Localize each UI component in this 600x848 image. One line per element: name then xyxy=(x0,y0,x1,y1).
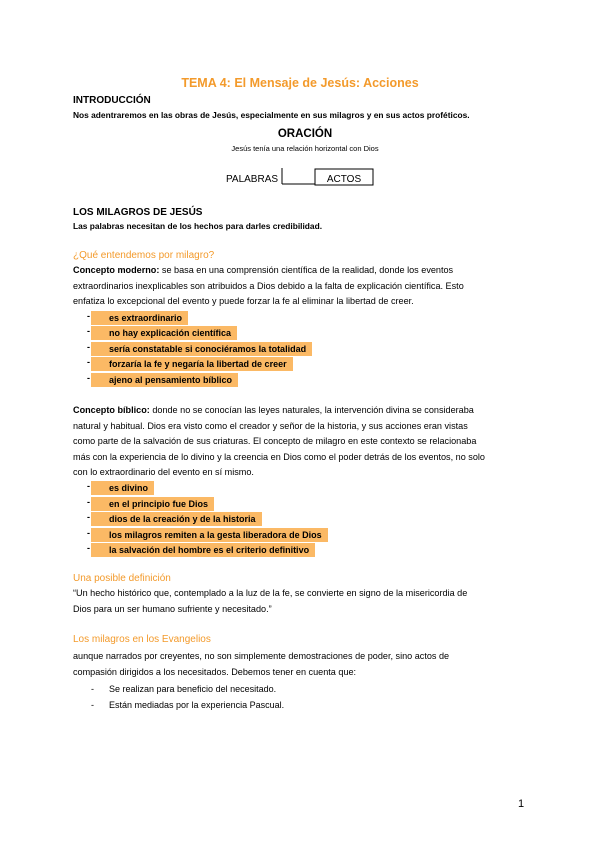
biblico-line: más con la experiencia de lo divino y la creencia en Dios como el poder detrás de los eventos, no solo xyxy=(73,451,485,462)
moderno-line: se basa en una comprensión científica de la realidad, donde los eventos xyxy=(159,265,454,275)
diagram-subtitle: Jesús tenía una relación horizontal con Dios xyxy=(231,144,379,153)
moderno-line: extraordinarios inexplicables son atribuidos a Dios debido a la falta de explicación científica. Esto xyxy=(73,280,464,291)
concepto-moderno-paragraph xyxy=(73,263,543,310)
page-title: TEMA 4: El Mensaje de Jesús: Acciones xyxy=(181,76,419,90)
biblico-line: donde no se conocían las leyes naturales, la intervención divina se consideraba xyxy=(149,405,474,415)
intro-text: Nos adentraremos en las obras de Jesús, especialmente en sus milagros y en sus actos proféticos. xyxy=(73,110,470,120)
concepto-moderno-label: Concepto moderno: xyxy=(73,265,160,275)
section-heading-que-entendemos: ¿Qué entendemos por milagro? xyxy=(73,250,215,261)
diagram-right-label: ACTOS xyxy=(326,174,362,185)
evangelios-line: compasión dirigidos a los necesitados. Debemos tener en cuenta que: xyxy=(73,666,357,677)
evangelios-paragraph xyxy=(73,649,553,680)
evangelios-line: aunque narrados por creyentes, no son simplemente demostraciones de poder, sino actos de xyxy=(73,651,450,661)
intro-heading: INTRODUCCIÓN xyxy=(73,95,151,106)
section-heading-definicion: Una posible definición xyxy=(73,573,171,584)
section-heading-evangelios: Los milagros en los Evangelios xyxy=(73,634,211,645)
moderno-line: enfatiza lo excepcional del evento y puede forzar la fe al eliminar la libertad de creer. xyxy=(73,296,414,306)
concepto-biblico-label: Concepto bíblico: xyxy=(73,405,150,415)
milagros-text: Las palabras necesitan de los hechos para darles credibilidad. xyxy=(73,221,323,231)
definicion-line: Dios para un ser humano sufriente y necesitado.” xyxy=(73,603,272,614)
biblico-line: como parte de la salvación de sus criaturas. El concepto de milagro en este contexto se relacionaba xyxy=(73,436,477,446)
biblico-line: natural y habitual. Dios era visto como el creador y señor de la historia, y sus acciones eran vistas xyxy=(73,420,468,431)
definicion-line: “Un hecho histórico que, contemplado a la luz de la fe, se convierte en signo de la misericordia de xyxy=(73,588,468,598)
oracion-diagram xyxy=(215,126,395,188)
definicion-paragraph xyxy=(73,586,553,617)
diagram-top-label: ORACIÓN xyxy=(277,128,333,140)
diagram-left-label: PALABRAS xyxy=(225,174,279,185)
milagros-heading: LOS MILAGROS DE JESÚS xyxy=(73,207,203,218)
page-number: 1 xyxy=(518,798,525,810)
biblico-line: con lo extraordinario del evento en sí mismo. xyxy=(73,467,254,477)
concepto-biblico-paragraph xyxy=(73,403,553,481)
